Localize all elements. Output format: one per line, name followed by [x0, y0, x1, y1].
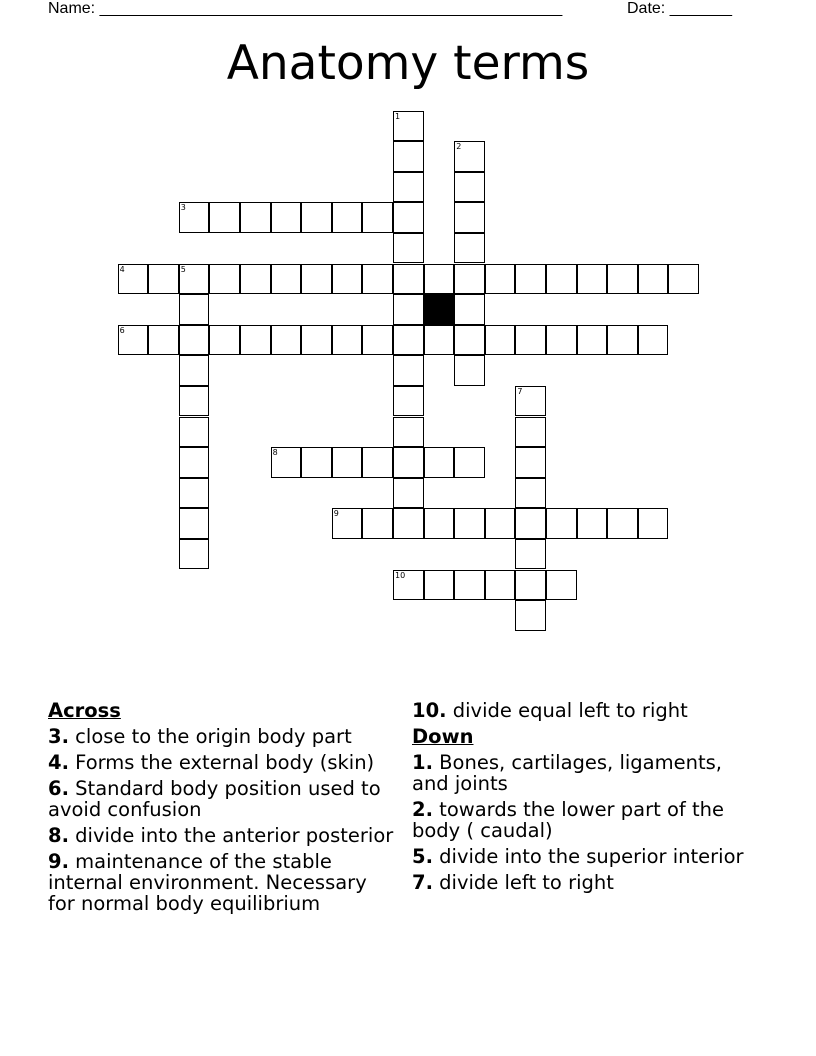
crossword-cell[interactable] — [301, 202, 332, 233]
crossword-cell[interactable] — [577, 325, 608, 356]
crossword-cell[interactable] — [393, 325, 424, 356]
clue-item — [48, 851, 398, 914]
clue-number-label: 8 — [272, 448, 278, 458]
clue-item — [412, 846, 762, 867]
clue-text: Bones, cartilages, ligaments, and joints — [412, 751, 722, 795]
crossword-cell[interactable] — [118, 325, 149, 356]
crossword-cell[interactable] — [179, 417, 210, 448]
crossword-cell[interactable] — [179, 478, 210, 509]
crossword-cell[interactable] — [515, 539, 546, 570]
crossword-cell[interactable] — [332, 325, 363, 356]
crossword-cell[interactable] — [179, 539, 210, 570]
crossword-cell[interactable] — [454, 355, 485, 386]
clues-column-left — [48, 700, 398, 919]
clue-text: divide left to right — [432, 871, 614, 894]
crossword-cell[interactable] — [424, 264, 455, 295]
crossword-cell[interactable] — [546, 570, 577, 601]
crossword-cell[interactable] — [607, 325, 638, 356]
crossword-cell[interactable] — [393, 202, 424, 233]
crossword-cell[interactable] — [638, 508, 669, 539]
clue-number: 7. — [412, 871, 433, 894]
crossword-cell[interactable] — [485, 570, 516, 601]
clue-number-label: 4 — [119, 264, 125, 274]
down-heading: Down — [412, 725, 474, 748]
crossword-cell[interactable] — [485, 508, 516, 539]
clue-item — [412, 799, 762, 841]
crossword-cell[interactable] — [668, 264, 699, 295]
crossword-cell[interactable] — [638, 325, 669, 356]
crossword-cell[interactable] — [301, 447, 332, 478]
clue-item — [412, 700, 762, 721]
crossword-cell[interactable] — [393, 478, 424, 509]
clue-text: divide equal left to right — [446, 699, 688, 722]
date-field-label: Date: _______ — [627, 0, 732, 17]
crossword-cell[interactable] — [393, 172, 424, 203]
crossword-cell[interactable] — [332, 447, 363, 478]
crossword-cell[interactable] — [179, 355, 210, 386]
clue-number: 1. — [412, 751, 433, 774]
clue-item — [48, 752, 398, 773]
clue-number: 4. — [48, 751, 69, 774]
clue-number: 5. — [412, 845, 433, 868]
crossword-black-cell — [424, 294, 455, 325]
crossword-cell[interactable] — [577, 264, 608, 295]
crossword-cell[interactable] — [362, 447, 393, 478]
clue-item — [48, 778, 398, 820]
across-clue-list-continued — [412, 700, 762, 721]
crossword-cell[interactable] — [393, 508, 424, 539]
clue-item — [412, 872, 762, 893]
clue-text: Forms the external body (skin) — [68, 751, 375, 774]
crossword-cell[interactable] — [454, 508, 485, 539]
clue-text: Standard body position used to avoid confusion — [48, 777, 381, 821]
crossword-cell[interactable] — [454, 294, 485, 325]
clue-text: close to the origin body part — [68, 725, 352, 748]
crossword-cell[interactable] — [454, 202, 485, 233]
crossword-cell[interactable] — [515, 600, 546, 631]
clue-item — [48, 825, 398, 846]
crossword-cell[interactable] — [393, 294, 424, 325]
clue-number-label: 9 — [333, 509, 339, 519]
crossword-cell[interactable] — [209, 202, 240, 233]
crossword-cell[interactable] — [607, 264, 638, 295]
crossword-cell[interactable] — [179, 202, 210, 233]
clue-number-label: 1 — [395, 111, 401, 121]
crossword-cell[interactable] — [362, 508, 393, 539]
crossword-cell[interactable] — [515, 447, 546, 478]
crossword-cell[interactable] — [209, 325, 240, 356]
crossword-cell[interactable] — [515, 417, 546, 448]
clue-text: maintenance of the stable internal environment. Necessary for normal body equilibrium — [48, 850, 367, 915]
crossword-cell[interactable] — [179, 325, 210, 356]
crossword-cell[interactable] — [393, 570, 424, 601]
clue-number-label: 10 — [395, 570, 406, 580]
crossword-cell[interactable] — [454, 233, 485, 264]
clue-text: towards the lower part of the body ( caudal) — [412, 798, 724, 842]
clue-text: divide into the superior interior — [432, 845, 744, 868]
clue-number: 9. — [48, 850, 69, 873]
clue-number-label: 7 — [517, 386, 523, 396]
crossword-cell[interactable] — [515, 264, 546, 295]
across-clue-list — [48, 726, 398, 914]
crossword-cell[interactable] — [179, 508, 210, 539]
crossword-cell[interactable] — [179, 386, 210, 417]
crossword-cell[interactable] — [179, 294, 210, 325]
clue-number-label: 2 — [456, 142, 462, 152]
crossword-cell[interactable] — [271, 202, 302, 233]
down-clue-list — [412, 752, 762, 893]
across-heading: Across — [48, 699, 121, 722]
crossword-cell[interactable] — [148, 264, 179, 295]
crossword-cell[interactable] — [546, 508, 577, 539]
crossword-cell[interactable] — [454, 172, 485, 203]
crossword-cell[interactable] — [271, 325, 302, 356]
crossword-cell[interactable] — [393, 355, 424, 386]
crossword-cell[interactable] — [424, 570, 455, 601]
crossword-cell[interactable] — [332, 508, 363, 539]
crossword-cell[interactable] — [240, 202, 271, 233]
crossword-cell[interactable] — [424, 325, 455, 356]
crossword-cell[interactable] — [454, 141, 485, 172]
clue-number: 2. — [412, 798, 433, 821]
clue-item — [412, 752, 762, 794]
clues-column-right — [412, 700, 762, 898]
name-field-label: Name: ____________________________________________________ — [48, 0, 563, 17]
crossword-cell[interactable] — [515, 478, 546, 509]
crossword-cell[interactable] — [393, 141, 424, 172]
crossword-cell[interactable] — [179, 264, 210, 295]
crossword-cell[interactable] — [393, 417, 424, 448]
crossword-cell[interactable] — [362, 202, 393, 233]
crossword-cell[interactable] — [393, 111, 424, 142]
crossword-cell[interactable] — [393, 447, 424, 478]
clue-number: 3. — [48, 725, 69, 748]
crossword-cell[interactable] — [485, 264, 516, 295]
crossword-cell[interactable] — [454, 264, 485, 295]
crossword-cell[interactable] — [424, 508, 455, 539]
crossword-cell[interactable] — [271, 447, 302, 478]
clue-number-label: 3 — [180, 203, 186, 213]
crossword-cell[interactable] — [454, 570, 485, 601]
crossword-cell[interactable] — [607, 508, 638, 539]
clue-item — [48, 726, 398, 747]
crossword-cell[interactable] — [301, 264, 332, 295]
crossword-cell[interactable] — [179, 447, 210, 478]
crossword-cell[interactable] — [424, 447, 455, 478]
crossword-cell[interactable] — [393, 386, 424, 417]
clue-number-label: 5 — [180, 264, 186, 274]
crossword-cell[interactable] — [393, 264, 424, 295]
crossword-cell[interactable] — [271, 264, 302, 295]
page-title: Anatomy terms — [226, 36, 590, 91]
crossword-cell[interactable] — [209, 264, 240, 295]
crossword-cell[interactable] — [148, 325, 179, 356]
crossword-cell[interactable] — [362, 264, 393, 295]
clue-number: 8. — [48, 824, 69, 847]
crossword-cell[interactable] — [515, 386, 546, 417]
crossword-cell[interactable] — [638, 264, 669, 295]
crossword-cell[interactable] — [240, 264, 271, 295]
crossword-cell[interactable] — [301, 325, 332, 356]
crossword-cell[interactable] — [515, 570, 546, 601]
crossword-cell[interactable] — [332, 202, 363, 233]
crossword-cell[interactable] — [118, 264, 149, 295]
crossword-cell[interactable] — [454, 325, 485, 356]
crossword-cell[interactable] — [454, 447, 485, 478]
crossword-cell[interactable] — [546, 325, 577, 356]
clue-text: divide into the anterior posterior — [68, 824, 394, 847]
crossword-cell[interactable] — [515, 325, 546, 356]
crossword-cell[interactable] — [362, 325, 393, 356]
crossword-cell[interactable] — [393, 233, 424, 264]
crossword-cell[interactable] — [240, 325, 271, 356]
crossword-cell[interactable] — [332, 264, 363, 295]
clue-number-label: 6 — [119, 325, 125, 335]
crossword-cell[interactable] — [485, 325, 516, 356]
crossword-cell[interactable] — [546, 264, 577, 295]
crossword-cell[interactable] — [515, 508, 546, 539]
clue-number: 10. — [412, 699, 447, 722]
clue-number: 6. — [48, 777, 69, 800]
crossword-cell[interactable] — [577, 508, 608, 539]
